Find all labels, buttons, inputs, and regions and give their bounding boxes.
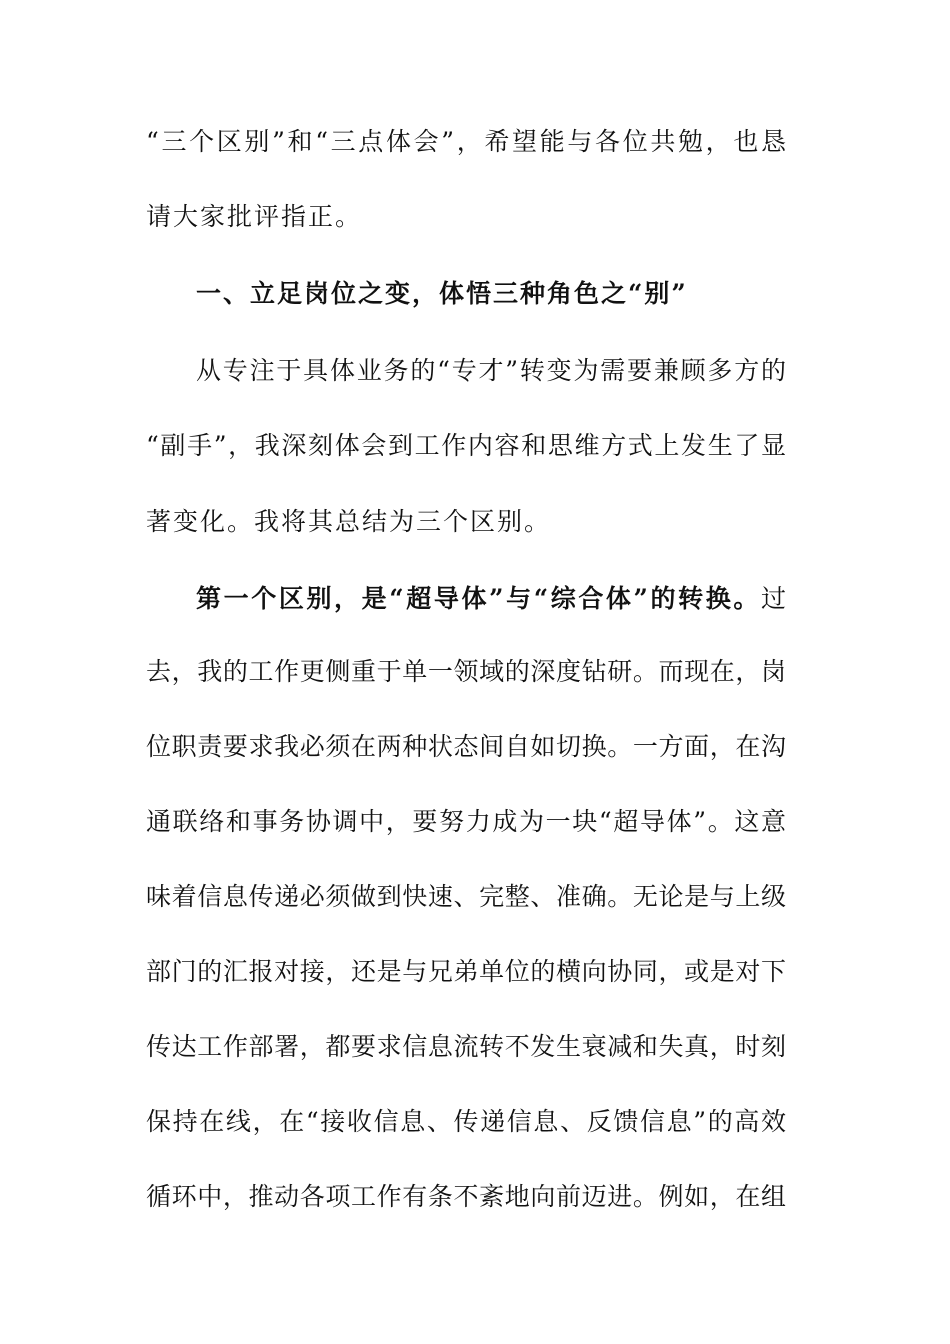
para2-line-7: 传达工作部署，都要求信息流转不发生衰减和失真，时刻 xyxy=(146,1032,786,1061)
para2-line-5: 味着信息传递必须做到快速、完整、准确。无论是与上级 xyxy=(146,882,786,911)
para2-line-8: 保持在线，在“接收信息、传递信息、反馈信息”的高效 xyxy=(146,1107,786,1136)
para2-line-4: 通联络和事务协调中，要努力成为一块“超导体”。这意 xyxy=(146,807,786,836)
para2-line-2: 去，我的工作更侧重于单一领域的深度钻研。而现在，岗 xyxy=(146,657,786,686)
para2-line-1 xyxy=(196,579,786,619)
para1-line-1: 从专注于具体业务的“专才”转变为需要兼顾多方的 xyxy=(196,356,786,385)
intro-line-2: 请大家批评指正。 xyxy=(146,202,363,231)
para2-line-3: 位职责要求我必须在两种状态间自如切换。一方面，在沟 xyxy=(146,732,786,761)
para2-bold-lead: 第一个区别，是“超导体”与“综合体”的转换。 xyxy=(196,584,761,613)
para1-line-3: 著变化。我将其总结为三个区别。 xyxy=(146,507,552,536)
para2-line-6: 部门的汇报对接，还是与兄弟单位的横向协同，或是对下 xyxy=(146,957,786,986)
intro-line-1: “三个区别”和“三点体会”，希望能与各位共勉，也恳 xyxy=(146,127,786,156)
para2-line-9: 循环中，推动各项工作有条不紊地向前迈进。例如，在组 xyxy=(146,1182,786,1211)
para1-line-2: “副手”，我深刻体会到工作内容和思维方式上发生了显 xyxy=(146,431,786,460)
para2-first-line-rest: 过 xyxy=(760,584,786,613)
section-heading: 一、立足岗位之变，体悟三种角色之“别” xyxy=(196,279,688,308)
